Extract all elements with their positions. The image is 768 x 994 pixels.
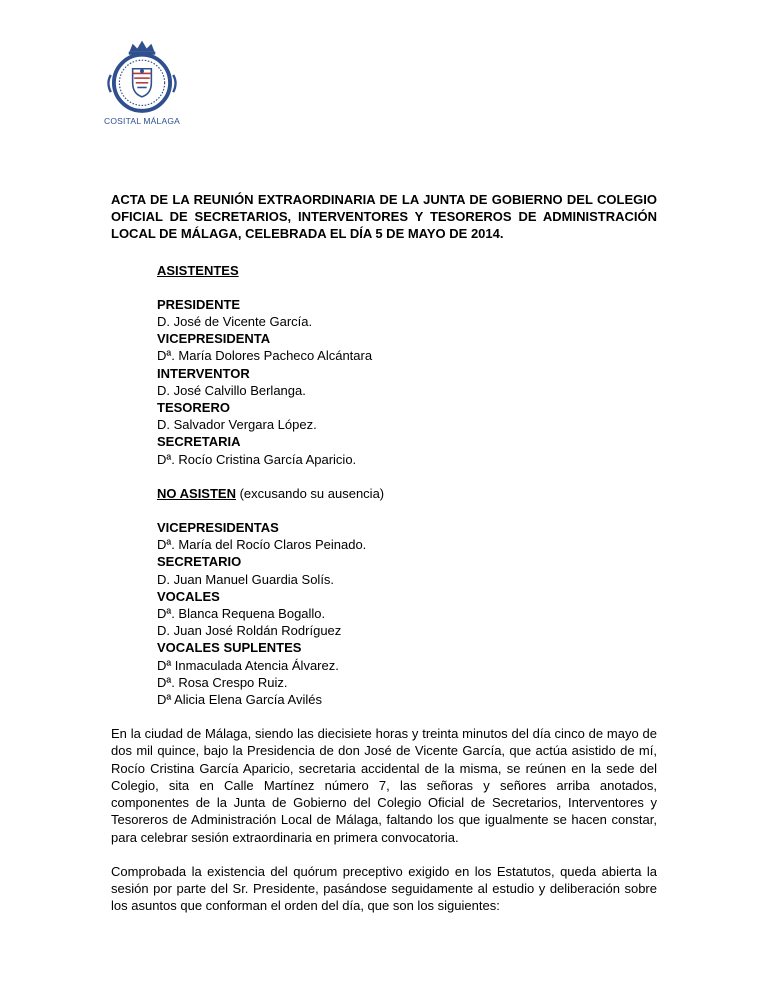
person-name: Dª Inmaculada Atencia Álvarez. <box>157 657 339 673</box>
person-name: Dª. Rosa Crespo Ruiz. <box>157 674 288 690</box>
attendees-section <box>157 262 657 709</box>
person-name: Dª. Blanca Requena Bogallo. <box>157 606 326 622</box>
person-name: Dª Alicia Elena García Avilés <box>157 692 322 708</box>
role-label: VOCALES SUPLENTES <box>157 640 302 656</box>
no-asisten-heading: NO ASISTEN <box>157 485 236 501</box>
opening-paragraph: En la ciudad de Málaga, siendo las diecisiete horas y treinta minutos del día cinco de mayo de dos mil quince, bajo la Presidencia de don José de Vicente García, que actúa asistido de mí, Rocío Cristina García Aparicio, secretaria accidental de la misma, se reúnen en la sede del Colegio, sita en Calle Martínez número 7, las señoras y señores arriba anotados, componentes de la Junta de Gobierno del Colegio Oficial de Secretarios, Interventores y Tesoreros de Administración Local de Málaga, faltando los que igualmente se hacen constar, para celebrar sesión extraordinaria en primera convocatoria. <box>111 726 657 845</box>
role-label: SECRETARIA <box>157 434 241 450</box>
role-label: INTERVENTOR <box>157 365 250 381</box>
asistentes-heading: ASISTENTES <box>157 262 239 278</box>
role-label: TESORERO <box>157 400 230 416</box>
asistentes-list <box>157 296 657 468</box>
person-name: Dª. Rocío Cristina García Aparicio. <box>157 451 357 467</box>
person-name: Dª. María Dolores Pacheco Alcántara <box>157 348 373 364</box>
person-name: Dª. María del Rocío Claros Peinado. <box>157 537 367 553</box>
document-title: ACTA DE LA REUNIÓN EXTRAORDINARIA DE LA JUNTA DE GOBIERNO DEL COLEGIO OFICIAL DE SECRETARIOS, INTERVENTORES Y TESOREROS DE ADMINISTRACIÓN LOCAL DE MÁLAGA, CELEBRADA EL DÍA 5 DE MAYO DE 2014. <box>111 192 657 242</box>
no-asisten-note: (excusando su ausencia) <box>235 485 385 501</box>
no-asisten-list <box>157 519 657 708</box>
role-label: VICEPRESIDENTAS <box>157 520 279 536</box>
person-name: D. José de Vicente García. <box>157 314 313 330</box>
role-label: VOCALES <box>157 588 220 604</box>
person-name: D. Salvador Vergara López. <box>157 417 317 433</box>
logo-caption: COSITAL MÁLAGA <box>103 116 180 126</box>
no-asisten-heading-line <box>157 485 657 502</box>
person-name: D. Juan José Roldán Rodríguez <box>157 623 342 639</box>
cosital-logo <box>97 36 187 126</box>
person-name: D. Juan Manuel Guardia Solís. <box>157 571 335 587</box>
role-label: PRESIDENTE <box>157 296 241 312</box>
quorum-paragraph: Comprobada la existencia del quórum preceptivo exigido en los Estatutos, queda abierta la sesión por parte del Sr. Presidente, pasándose seguidamente al estudio y deliberación sobre los asuntos que conforman el orden del día, que son los siguientes: <box>111 863 657 914</box>
person-name: D. José Calvillo Berlanga. <box>157 382 306 398</box>
coat-of-arms-icon <box>103 36 181 114</box>
document-body <box>111 191 657 931</box>
role-label: SECRETARIO <box>157 554 242 570</box>
role-label: VICEPRESIDENTA <box>157 331 271 347</box>
